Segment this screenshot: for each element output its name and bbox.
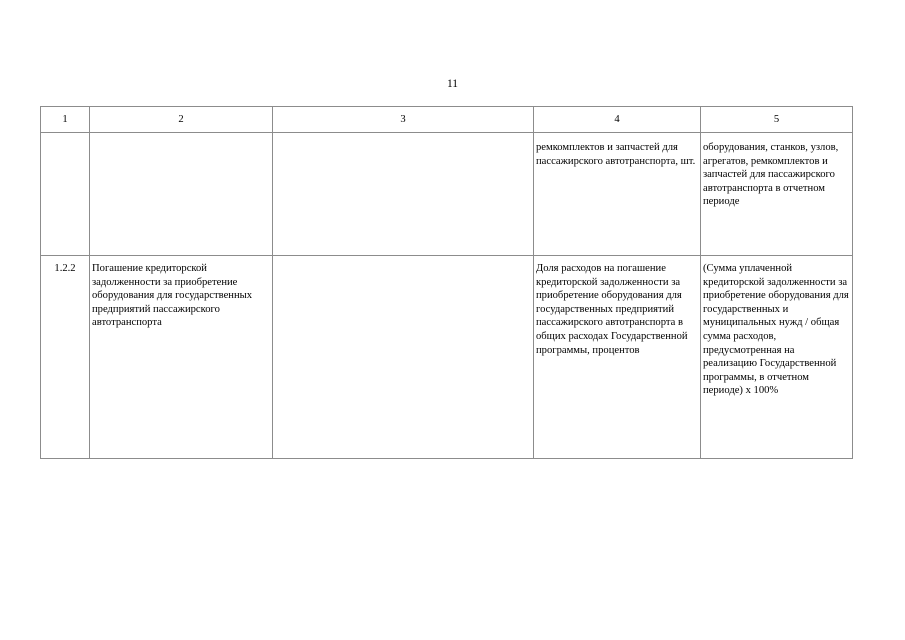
table-row — [41, 133, 853, 256]
measure-name-cell: Погашение кредиторской задолженности за приобретение оборудования для государственных предприятий пассажирского автотранспорта — [90, 256, 273, 459]
header-cell-5: 5 — [701, 107, 853, 133]
row-number-cell — [41, 133, 90, 256]
row-number-cell: 1.2.2 — [41, 256, 90, 459]
calculation-method-cell: (Сумма уплаченной кредиторской задолженности за приобретение оборудования для государственных и муниципальных нужд / общая сумма расходов, предусмотренная на реализацию Государственной программы, в отчетном периоде) x 100% — [701, 256, 853, 459]
calculation-method-cell: оборудования, станков, узлов, агрегатов, ремкомплектов и запчастей для пассажирского автотранспорта в отчетном периоде — [701, 133, 853, 256]
column-3-cell — [273, 133, 534, 256]
table-row — [41, 256, 853, 459]
header-cell-3: 3 — [273, 107, 534, 133]
header-cell-1: 1 — [41, 107, 90, 133]
indicator-name-cell: ремкомплектов и запчастей для пассажирского автотранспорта, шт. — [534, 133, 701, 256]
page-number: 11 — [446, 78, 459, 90]
column-3-cell — [273, 256, 534, 459]
header-cell-2: 2 — [90, 107, 273, 133]
table-header-row — [41, 107, 853, 133]
header-cell-4: 4 — [534, 107, 701, 133]
indicator-name-cell: Доля расходов на погашение кредиторской задолженности за приобретение оборудования для государственных предприятий пассажирского автотранспорта в общих расходах Государственной программы, процентов — [534, 256, 701, 459]
measure-name-cell — [90, 133, 273, 256]
indicators-table — [40, 106, 853, 459]
